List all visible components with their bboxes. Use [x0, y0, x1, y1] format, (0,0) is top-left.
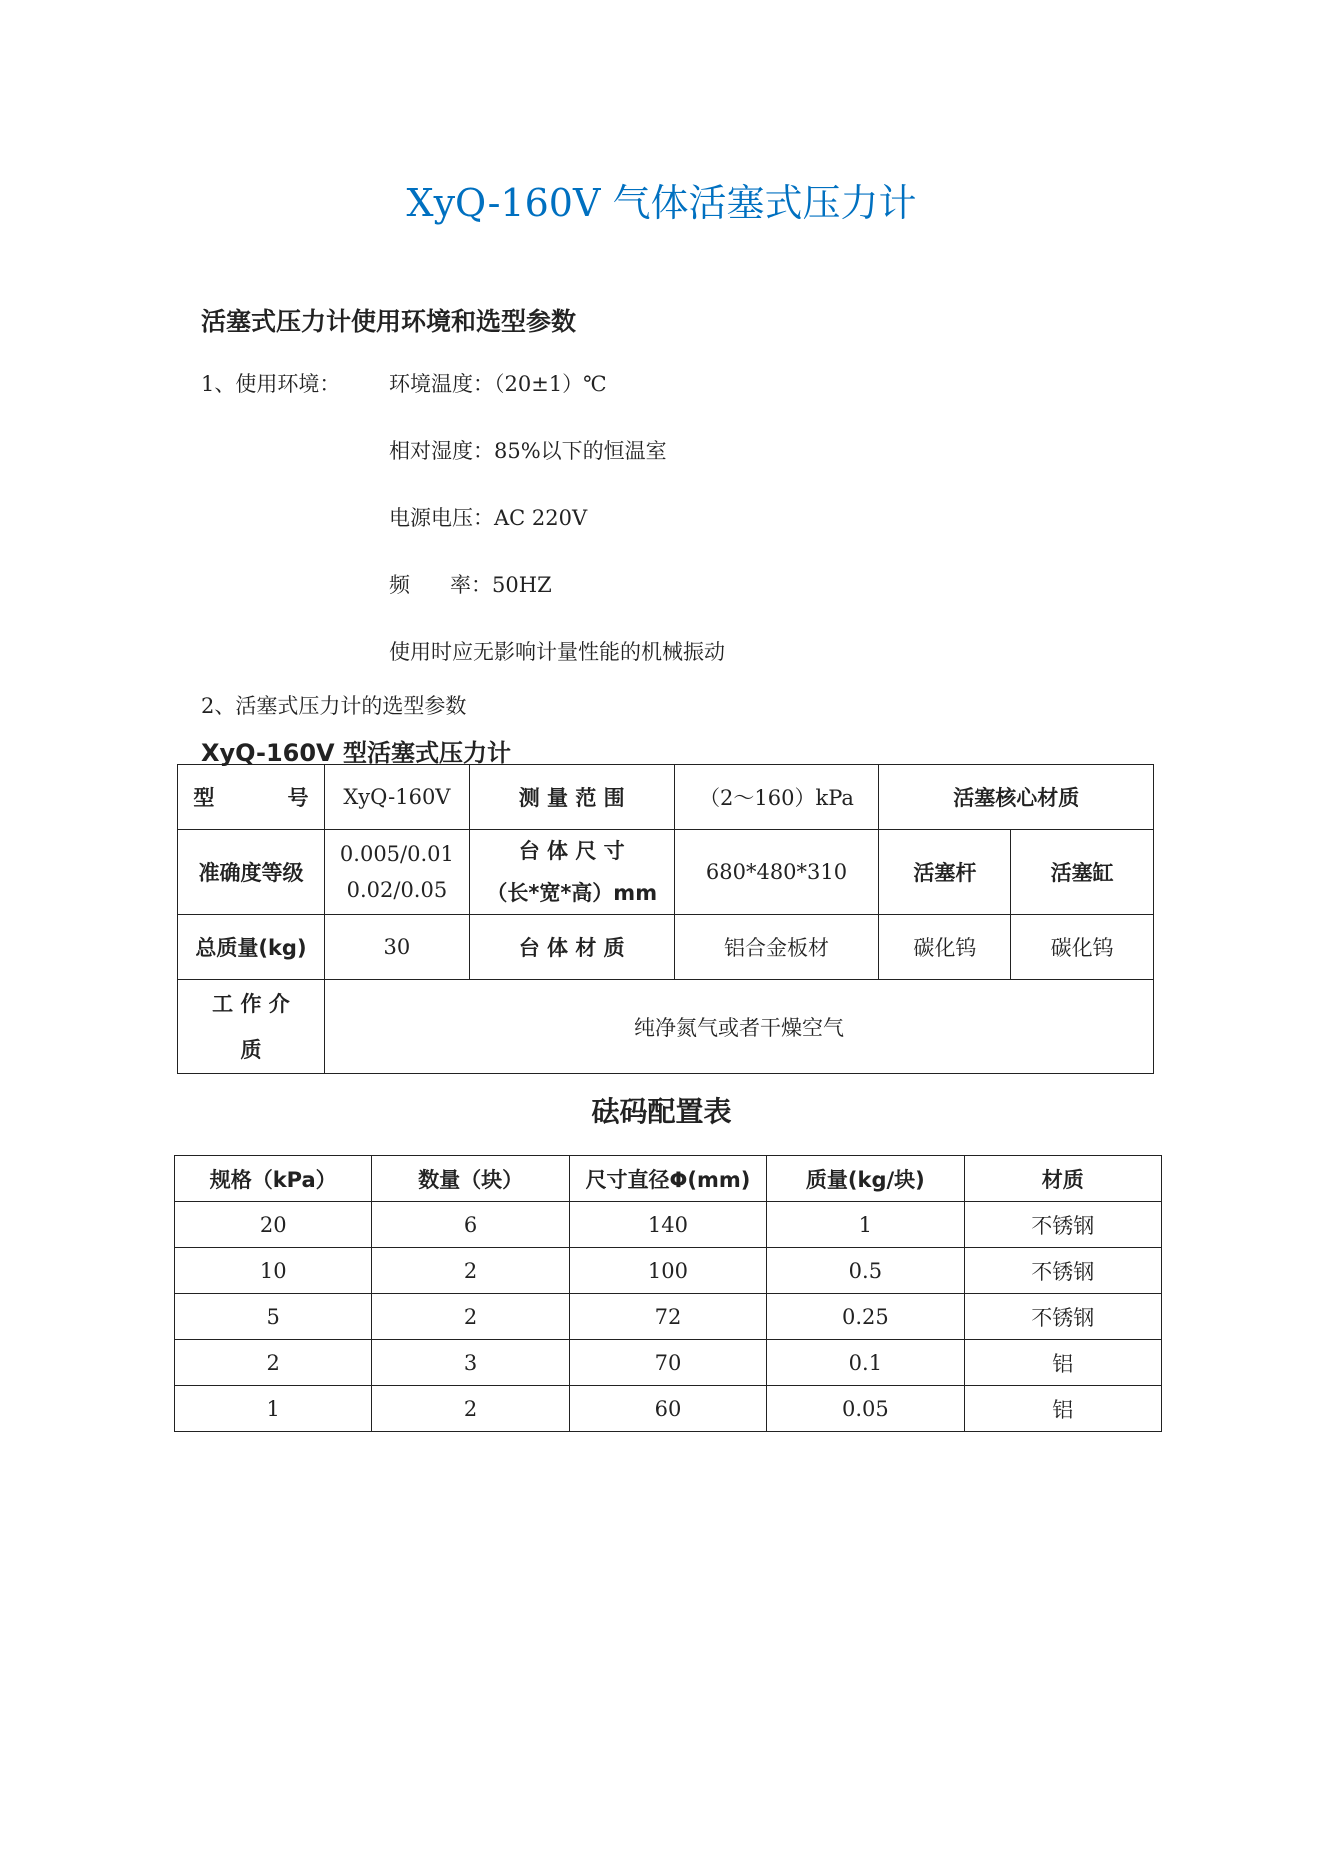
cylinder-label: 活塞缸 [1011, 830, 1154, 915]
medium-label: 工 作 介 [212, 991, 290, 1016]
weights-table [174, 1155, 1162, 1432]
item-2: 2、活塞式压力计的选型参数 [201, 694, 467, 718]
rod-material: 碳化钨 [879, 915, 1011, 980]
column-header: 尺寸直径Φ(mm) [569, 1156, 766, 1202]
table-cell: 2 [372, 1248, 569, 1294]
medium-value: 纯净氮气或者干燥空气 [324, 980, 1153, 1074]
env-item: 电源电压：AC 220V [389, 506, 588, 530]
env-item: 相对湿度：85%以下的恒温室 [389, 439, 667, 463]
medium-label: 质 [240, 1037, 262, 1062]
accuracy-value: 0.005/0.01 [339, 842, 454, 866]
accuracy-label: 准确度等级 [178, 830, 325, 915]
env-item: 频 率：50HZ [389, 573, 552, 597]
env-label: 1、使用环境： [201, 372, 341, 396]
spec-table [177, 764, 1154, 1074]
table-cell: 1 [175, 1386, 372, 1432]
env-item: 环境温度：（20±1）℃ [389, 372, 607, 396]
model-label: 型 号 [178, 765, 325, 830]
core-material-label: 活塞核心材质 [879, 765, 1154, 830]
table-row [175, 1202, 1162, 1248]
table-cell: 5 [175, 1294, 372, 1340]
table-cell: 0.5 [767, 1248, 964, 1294]
table-cell: 2 [372, 1294, 569, 1340]
mass-value: 30 [324, 915, 469, 980]
table-cell: 2 [372, 1386, 569, 1432]
range-value: （2～160）kPa [674, 765, 879, 830]
table-cell: 70 [569, 1340, 766, 1386]
column-header: 材质 [964, 1156, 1161, 1202]
table-cell: 10 [175, 1248, 372, 1294]
document-title: XyQ-160V 气体活塞式压力计 [406, 181, 917, 225]
table-cell: 1 [767, 1202, 964, 1248]
table-cell: 100 [569, 1248, 766, 1294]
env-item: 使用时应无影响计量性能的机械振动 [389, 640, 725, 664]
table-row [175, 1340, 1162, 1386]
table-cell: 6 [372, 1202, 569, 1248]
body-material-label: 台 体 材 质 [469, 915, 674, 980]
table1-caption: XyQ-160V 型活塞式压力计 [201, 739, 511, 767]
table-cell: 0.05 [767, 1386, 964, 1432]
table-header-row [175, 1156, 1162, 1202]
section-heading: 活塞式压力计使用环境和选型参数 [201, 307, 577, 336]
accuracy-value: 0.02/0.05 [346, 878, 448, 902]
table-cell: 不锈钢 [964, 1294, 1161, 1340]
column-header: 质量(kg/块) [767, 1156, 964, 1202]
table-cell: 铝 [964, 1340, 1161, 1386]
size-label: 台 体 尺 寸 [518, 839, 625, 863]
table-cell: 3 [372, 1340, 569, 1386]
table2-caption: 砝码配置表 [591, 1095, 732, 1128]
cylinder-material: 碳化钨 [1011, 915, 1154, 980]
rod-label: 活塞杆 [879, 830, 1011, 915]
table-cell: 不锈钢 [964, 1202, 1161, 1248]
table-cell: 60 [569, 1386, 766, 1432]
table-cell: 0.25 [767, 1294, 964, 1340]
table-cell: 0.1 [767, 1340, 964, 1386]
size-value: 680*480*310 [674, 830, 879, 915]
table-row [175, 1386, 1162, 1432]
model-value: XyQ-160V [324, 765, 469, 830]
mass-label: 总质量(kg) [178, 915, 325, 980]
column-header: 数量（块） [372, 1156, 569, 1202]
table-cell: 72 [569, 1294, 766, 1340]
table-cell: 铝 [964, 1386, 1161, 1432]
table-cell: 2 [175, 1340, 372, 1386]
table-row [175, 1248, 1162, 1294]
body-material-value: 铝合金板材 [674, 915, 879, 980]
size-label-unit: （长*宽*高）mm [486, 881, 658, 905]
table-row [175, 1294, 1162, 1340]
table-cell: 140 [569, 1202, 766, 1248]
table-cell: 不锈钢 [964, 1248, 1161, 1294]
table-cell: 20 [175, 1202, 372, 1248]
range-label: 测 量 范 围 [469, 765, 674, 830]
column-header: 规格（kPa） [175, 1156, 372, 1202]
